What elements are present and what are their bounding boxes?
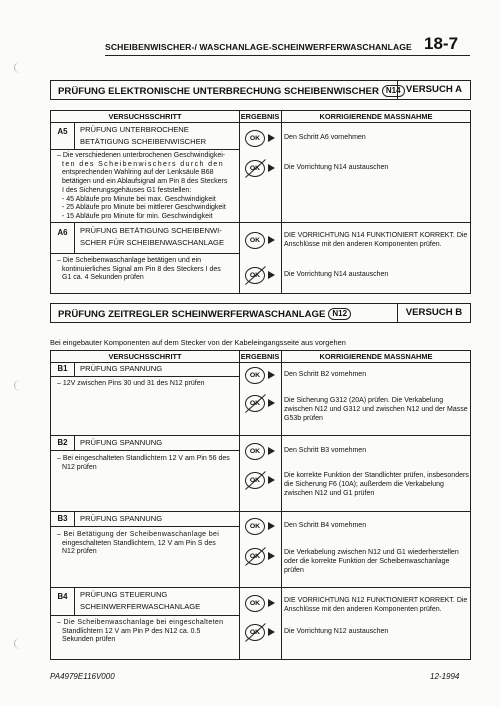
step-description xyxy=(57,619,237,645)
description-line: – Die verschiedenen unterbrochenen Geschwindigkei- xyxy=(57,152,226,159)
ok-result-icon: OK xyxy=(245,595,265,612)
footer-date: 12-1994 xyxy=(430,672,460,681)
description-line: – Bei Betätigung der Scheibenwaschanlage bei xyxy=(57,531,220,538)
ok-result-icon: OK xyxy=(245,367,265,384)
arrow-right-icon xyxy=(268,164,275,172)
code-divider xyxy=(74,587,75,615)
not-ok-result-icon: OK xyxy=(245,395,265,412)
description-line: Standlichtern 12 V am Pin P des N12 ca. 0.5 xyxy=(62,627,201,635)
column-divider xyxy=(239,111,240,293)
corrective-action: Die Vorrichtung N14 austauschen xyxy=(284,271,389,278)
arrow-right-icon xyxy=(268,371,275,379)
arrow-right-icon xyxy=(268,552,275,560)
code-divider xyxy=(74,222,75,253)
description-line: – Bei eingeschalteten Standlichtern 12 V am Pin 56 des xyxy=(57,455,230,462)
description-line: - 15 Abläufe pro Minute für min. Geschwindigkeit xyxy=(62,212,213,220)
header-action: KORRIGIERENDE MASSNAHME xyxy=(319,352,433,361)
ok-result-icon: OK xyxy=(245,130,265,147)
section-a-versuch: VERSUCH A xyxy=(397,81,470,99)
step-code: B4 xyxy=(57,592,68,601)
page-number: 18-7 xyxy=(424,34,459,53)
corrective-action: Die Sicherung G312 (20A) prüfen. Die Verkabelung zwischen N12 und G312 und zwischen N12 und der Masse G53b prüfen xyxy=(284,397,468,422)
ok-result-icon: OK xyxy=(245,232,265,249)
step-code: A6 xyxy=(57,228,68,237)
binder-hole-mark xyxy=(14,62,26,73)
corrective-action: Die Verkabelung zwischen N12 und G1 wiederherstellen oder die korrekte Funktion der Scheibenwaschanlage prüfen xyxy=(284,549,459,574)
step-title: PRÜFUNG UNTERBROCHENE BETÄTIGUNG SCHEIBENWISCHER xyxy=(80,125,207,146)
arrow-right-icon xyxy=(268,399,275,407)
description-line: - 45 Abläufe pro Minute bei max. Geschwindigkeit xyxy=(62,195,216,203)
header-result: ERGEBNIS xyxy=(240,352,280,361)
corrective-action: Die korrekte Funktion der Standlichter prüfen, insbesonders die Sicherung F6 (10A); außerdem die Verkabelung zwischen N12 und G1 prüfen xyxy=(284,472,469,497)
step-code: A5 xyxy=(57,127,68,136)
description-line: – Die Scheibenwaschanlage bei eingeschalteten xyxy=(57,619,224,626)
code-divider xyxy=(74,122,75,149)
ok-result-icon: OK xyxy=(245,518,265,535)
description-line: N12 prüfen xyxy=(62,548,97,556)
corrective-action: DIE VORRICHTUNG N12 FUNKTIONIERT KORREKT. Die Anschlüsse mit den anderen Komponenten prüfen. xyxy=(284,597,468,613)
step-title: PRÜFUNG STEUERUNG SCHEINWERFERWASCHANLAGE xyxy=(80,590,201,611)
corrective-action: Die Vorrichtung N14 austauschen xyxy=(284,164,389,171)
corrective-action: Den Schritt B2 vornehmen xyxy=(284,371,367,378)
description-line: kontinuierliches Signal am Pin 8 des Steckers I des xyxy=(62,265,221,273)
step-description xyxy=(57,380,237,389)
code-divider xyxy=(74,435,75,450)
code-divider xyxy=(74,362,75,376)
section-a-table xyxy=(50,110,471,294)
step-code: B3 xyxy=(57,514,68,523)
arrow-right-icon xyxy=(268,134,275,142)
arrow-right-icon xyxy=(268,476,275,484)
step-description xyxy=(57,531,237,557)
description-line: eingeschalteten Standlichtern, 12 V am Pin S des xyxy=(62,539,216,547)
step-description xyxy=(57,257,237,283)
page-header-title: SCHEIBENWISCHER-/ WASCHANLAGE-SCHEINWERFERWASCHANLAGE xyxy=(105,42,412,52)
not-ok-result-icon: OK xyxy=(245,472,265,489)
description-line: Sekunden prüfen xyxy=(62,636,116,644)
footer-document-code: PA4979E116V000 xyxy=(50,672,115,681)
step-description xyxy=(57,455,237,472)
header-step: VERSUCHSSCHRITT xyxy=(108,352,182,361)
description-line: ten des Scheibenwischers durch den xyxy=(62,160,225,168)
header-rule xyxy=(105,55,470,56)
header-step: VERSUCHSSCHRITT xyxy=(108,112,182,121)
step-title: PRÜFUNG SPANNUNG xyxy=(80,438,163,447)
corrective-action: Den Schritt B3 vornehmen xyxy=(284,447,367,454)
binder-hole-mark xyxy=(14,638,26,649)
header-result: ERGEBNIS xyxy=(240,112,280,121)
description-line: G1 ca. 4 Sekunden prüfen xyxy=(62,274,144,282)
not-ok-result-icon: OK xyxy=(245,624,265,641)
step-description xyxy=(57,152,237,222)
section-b-table xyxy=(50,350,471,660)
description-line: - 25 Abläufe pro Minute bei mittlerer Geschwindigkeit xyxy=(62,204,226,212)
arrow-right-icon xyxy=(268,628,275,636)
not-ok-result-icon: OK xyxy=(245,160,265,177)
step-code: B1 xyxy=(57,364,68,373)
corrective-action: Den Schritt A6 vornehmen xyxy=(284,134,366,141)
component-tag: N12 xyxy=(328,308,351,320)
column-divider xyxy=(281,111,282,293)
column-divider xyxy=(281,351,282,659)
arrow-right-icon xyxy=(268,599,275,607)
not-ok-result-icon: OK xyxy=(245,548,265,565)
component-tag: N14 xyxy=(382,85,405,97)
section-b-heading xyxy=(50,303,471,323)
arrow-right-icon xyxy=(268,236,275,244)
description-line: entsprechenden Wahlring auf der Lenksäule B68 xyxy=(62,169,214,177)
step-title: PRÜFUNG BETÄTIGUNG SCHEIBENWI-SCHER FÜR SCHEIBENWASCHANLAGE xyxy=(80,226,225,247)
arrow-right-icon xyxy=(268,522,275,530)
code-divider xyxy=(74,511,75,526)
description-line: I des Sicherungsgehäuses G1 feststellen: xyxy=(62,186,192,194)
section-b-title: PRÜFUNG ZEITREGLER SCHEINWERFERWASCHANLAGE N12 xyxy=(58,308,351,320)
description-line: – 12V zwischen Pins 30 und 31 des N12 prüfen xyxy=(57,380,205,387)
description-line: – Die Scheibenwaschanlage betätigen und ein xyxy=(57,257,201,264)
description-line: N12 prüfen xyxy=(62,463,97,471)
ok-result-icon: OK xyxy=(245,443,265,460)
column-divider xyxy=(239,351,240,659)
corrective-action: Den Schritt B4 vornehmen xyxy=(284,522,367,529)
section-a-title: PRÜFUNG ELEKTRONISCHE UNTERBRECHUNG SCHEIBENWISCHER N14 xyxy=(58,85,405,97)
arrow-right-icon xyxy=(268,447,275,455)
description-line: betätigen und ein Ablaufsignal am Pin 8 des Steckers xyxy=(62,178,228,186)
header-action: KORRIGIERENDE MASSNAHME xyxy=(319,112,433,121)
binder-hole-mark xyxy=(14,380,26,391)
section-a-heading xyxy=(50,80,471,100)
step-title: PRÜFUNG SPANNUNG xyxy=(80,514,163,523)
section-b-versuch: VERSUCH B xyxy=(397,304,470,322)
corrective-action: Die Vorrichtung N12 austauschen xyxy=(284,628,389,635)
arrow-right-icon xyxy=(268,271,275,279)
step-title: PRÜFUNG SPANNUNG xyxy=(80,364,163,373)
not-ok-result-icon: OK xyxy=(245,267,265,284)
section-b-note: Bei eingebauter Komponenten auf dem Stecker von der Kabeleingangsseite aus vorgehen xyxy=(50,338,346,347)
corrective-action: DIE VORRICHTUNG N14 FUNKTIONIERT KORREKT. Die Anschlüsse mit den anderen Komponenten prüfen. xyxy=(284,232,468,248)
step-code: B2 xyxy=(57,438,68,447)
